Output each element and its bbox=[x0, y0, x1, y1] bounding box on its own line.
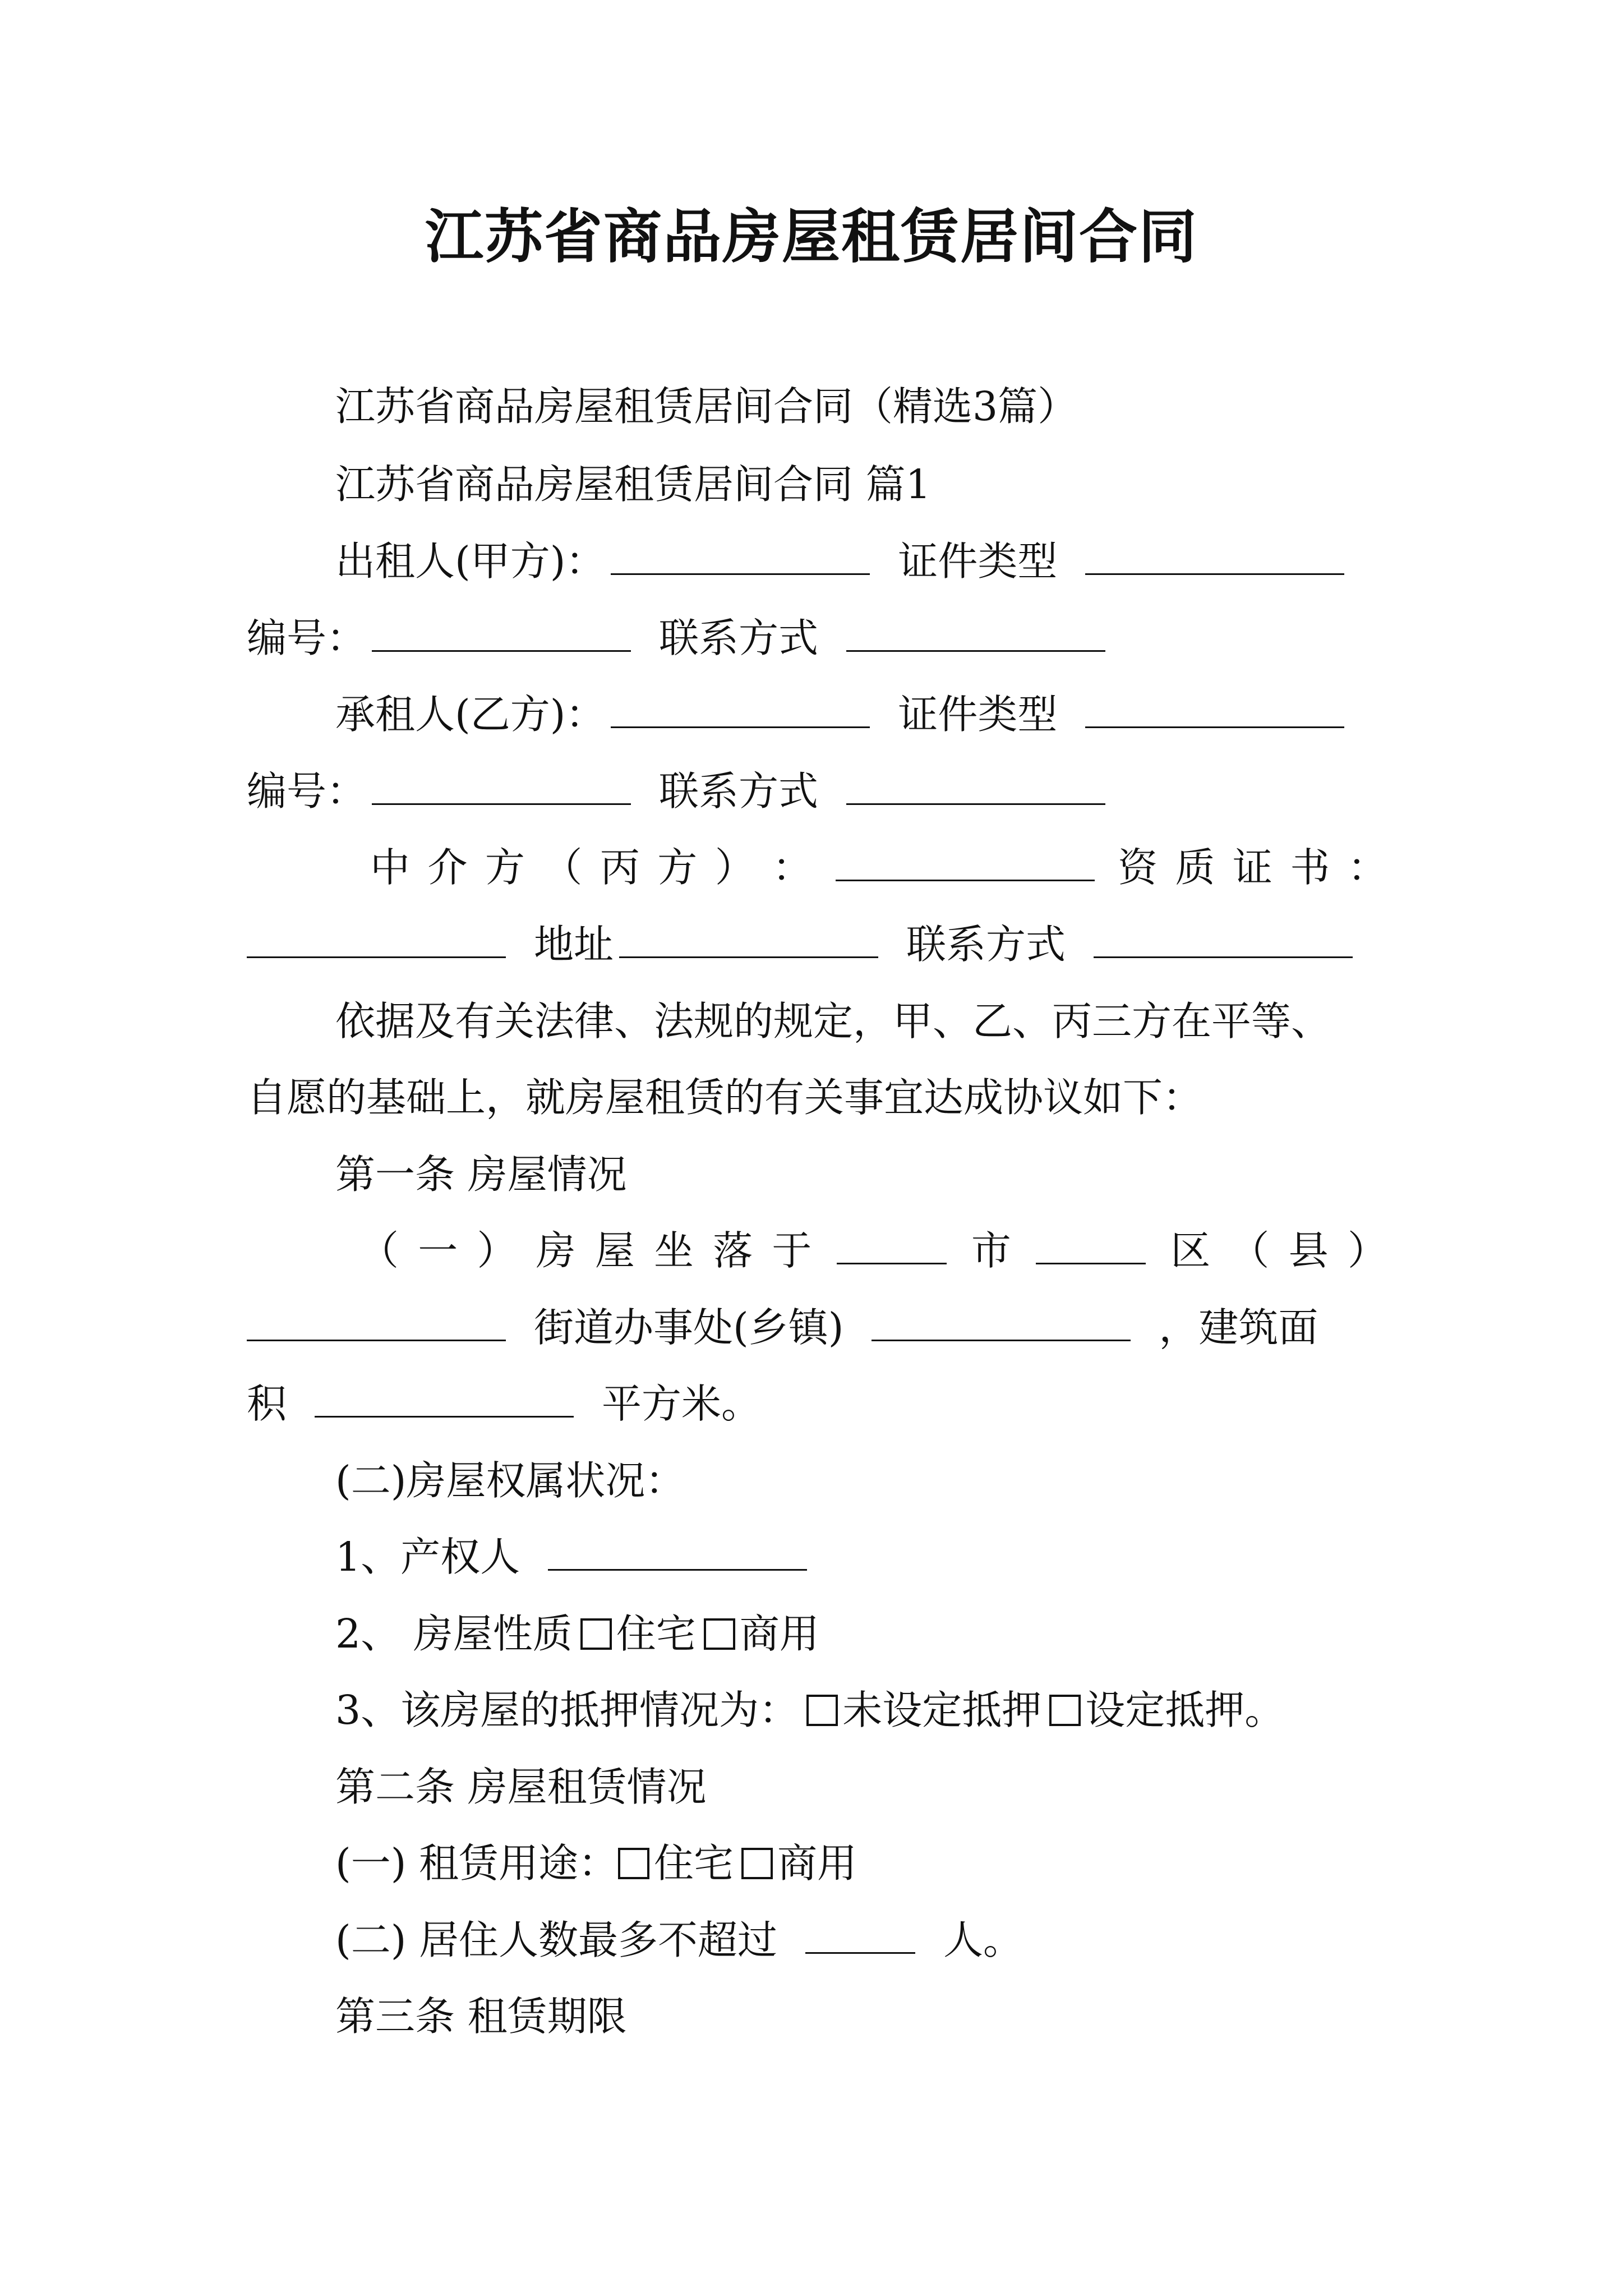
location-char: 屋 bbox=[594, 1227, 635, 1274]
town-field[interactable] bbox=[872, 1305, 1131, 1341]
lease-commercial-checkbox[interactable] bbox=[741, 1848, 773, 1879]
party-c-label-char: ） bbox=[714, 844, 755, 891]
area-row bbox=[247, 1376, 1387, 1432]
party-b-number-label: 编号： bbox=[247, 768, 367, 815]
street-office-label: 街道办事处(乡镇) bbox=[534, 1304, 844, 1351]
party-c-cert-field[interactable] bbox=[247, 922, 506, 958]
no-mortgage-option: 未设定抵押 bbox=[842, 1687, 1042, 1733]
area-field[interactable] bbox=[315, 1381, 574, 1418]
party-c-name-field[interactable] bbox=[836, 845, 1095, 881]
mortgage-row bbox=[335, 1682, 1387, 1738]
party-c-address-row bbox=[247, 917, 1387, 973]
party-a-row bbox=[335, 533, 1387, 590]
occupants-field[interactable] bbox=[805, 1917, 915, 1954]
party-b-label: 承租人(乙方)： bbox=[335, 691, 606, 738]
owner-row bbox=[335, 1529, 1387, 1585]
document-subtitle: 江苏省商品房屋租赁居间合同（精选3篇） bbox=[335, 383, 1078, 430]
party-c-cert-char: 质 bbox=[1175, 844, 1215, 891]
location-char: （ bbox=[359, 1227, 399, 1274]
party-c-label-char: 丙 bbox=[600, 844, 640, 891]
preamble-line-2: 自愿的基础上，就房屋租赁的有关事宜达成协议如下： bbox=[247, 1074, 1203, 1121]
mortgage-label: 3、该房屋的抵押情况为： bbox=[335, 1687, 799, 1733]
district-char: 县 bbox=[1288, 1227, 1329, 1274]
lease-residential-option: 住宅 bbox=[653, 1840, 734, 1887]
lease-residential-checkbox[interactable] bbox=[618, 1848, 649, 1879]
location-char: 于 bbox=[772, 1227, 812, 1274]
mortgage-option: 设定抵押。 bbox=[1085, 1687, 1285, 1733]
party-a-id-type-field[interactable] bbox=[1085, 539, 1344, 575]
party-c-address-field[interactable] bbox=[619, 922, 878, 958]
party-c-cert-char: ： bbox=[1347, 844, 1387, 891]
property-nature-row bbox=[335, 1606, 1387, 1662]
nature-label: 2、 房屋性质 bbox=[335, 1611, 573, 1657]
ownership-heading: (二)房屋权属状况： bbox=[335, 1457, 685, 1504]
party-c-label-char: ： bbox=[772, 844, 813, 891]
area-unit: 平方米。 bbox=[602, 1381, 762, 1427]
party-c-contact-field[interactable] bbox=[1094, 922, 1353, 958]
occupants-unit: 人。 bbox=[943, 1917, 1023, 1963]
location-char: 坐 bbox=[654, 1227, 694, 1274]
party-c-label-char: 方 bbox=[657, 844, 698, 891]
party-b-number-row bbox=[247, 763, 1387, 820]
lease-use-label: (一) 租赁用途： bbox=[335, 1840, 618, 1887]
location-char: ） bbox=[477, 1227, 517, 1274]
party-c-contact-label: 联系方式 bbox=[906, 921, 1066, 968]
party-a-contact-label: 联系方式 bbox=[659, 615, 819, 661]
party-a-number-field[interactable] bbox=[372, 615, 631, 652]
party-b-name-field[interactable] bbox=[611, 692, 870, 728]
district-field[interactable] bbox=[1036, 1228, 1146, 1264]
lease-use-row bbox=[335, 1835, 1387, 1892]
article-2-heading: 第二条 房屋租赁情况 bbox=[335, 1764, 707, 1810]
party-c-cert-char: 书 bbox=[1290, 844, 1330, 891]
party-b-row bbox=[335, 687, 1387, 743]
document-title: 江苏省商品房屋租赁居间合同 bbox=[425, 202, 1198, 271]
party-c-label-char: 方 bbox=[485, 844, 525, 891]
residential-checkbox[interactable] bbox=[580, 1618, 612, 1650]
occupants-label: (二) 居住人数最多不超过 bbox=[335, 1917, 777, 1963]
street-office-row bbox=[247, 1300, 1387, 1356]
party-a-name-field[interactable] bbox=[611, 539, 870, 575]
preamble-line-1: 依据及有关法律、法规的规定，甲、乙、丙三方在平等、 bbox=[335, 998, 1331, 1045]
party-a-number-row bbox=[247, 610, 1387, 666]
building-area-label: ，建筑面 bbox=[1159, 1304, 1318, 1351]
article-3-heading: 第三条 租赁期限 bbox=[335, 1993, 627, 2040]
mortgage-checkbox[interactable] bbox=[1049, 1695, 1081, 1726]
commercial-option: 商用 bbox=[739, 1611, 819, 1657]
city-label: 市 bbox=[971, 1227, 1011, 1274]
party-c-label-char: （ bbox=[542, 844, 583, 891]
city-field[interactable] bbox=[837, 1228, 947, 1264]
party-c-row bbox=[370, 840, 1387, 896]
party-a-id-type-label: 证件类型 bbox=[898, 538, 1058, 585]
party-b-contact-field[interactable] bbox=[846, 769, 1105, 805]
location-char: 房 bbox=[536, 1227, 576, 1274]
district-char: ） bbox=[1347, 1227, 1387, 1274]
party-b-id-type-field[interactable] bbox=[1085, 692, 1344, 728]
party-a-label: 出租人(甲方)： bbox=[335, 538, 606, 585]
street-field[interactable] bbox=[247, 1305, 506, 1341]
part-title: 江苏省商品房屋租赁居间合同 篇1 bbox=[335, 461, 931, 508]
party-c-cert-char: 资 bbox=[1118, 844, 1158, 891]
party-c-address-label: 地址 bbox=[534, 921, 614, 968]
party-b-id-type-label: 证件类型 bbox=[898, 691, 1058, 738]
party-c-label-char: 中 bbox=[370, 844, 411, 891]
party-b-number-field[interactable] bbox=[372, 769, 631, 805]
lease-commercial-option: 商用 bbox=[777, 1840, 857, 1887]
location-char: 落 bbox=[713, 1227, 753, 1274]
occupants-row bbox=[335, 1912, 1387, 1968]
owner-field[interactable] bbox=[548, 1534, 807, 1571]
no-mortgage-checkbox[interactable] bbox=[806, 1695, 838, 1726]
party-a-number-label: 编号： bbox=[247, 615, 367, 661]
property-location-row bbox=[359, 1223, 1387, 1279]
party-c-label-char: 介 bbox=[427, 844, 468, 891]
residential-option: 住宅 bbox=[616, 1611, 696, 1657]
area-word: 积 bbox=[247, 1381, 287, 1427]
district-char: （ bbox=[1229, 1227, 1270, 1274]
district-char: 区 bbox=[1170, 1227, 1211, 1274]
party-c-cert-char: 证 bbox=[1232, 844, 1272, 891]
commercial-checkbox[interactable] bbox=[704, 1618, 735, 1650]
owner-label: 1、产权人 bbox=[335, 1534, 520, 1580]
article-1-heading: 第一条 房屋情况 bbox=[335, 1151, 627, 1198]
location-char: 一 bbox=[418, 1227, 458, 1274]
party-a-contact-field[interactable] bbox=[846, 615, 1105, 652]
party-b-contact-label: 联系方式 bbox=[659, 768, 819, 815]
